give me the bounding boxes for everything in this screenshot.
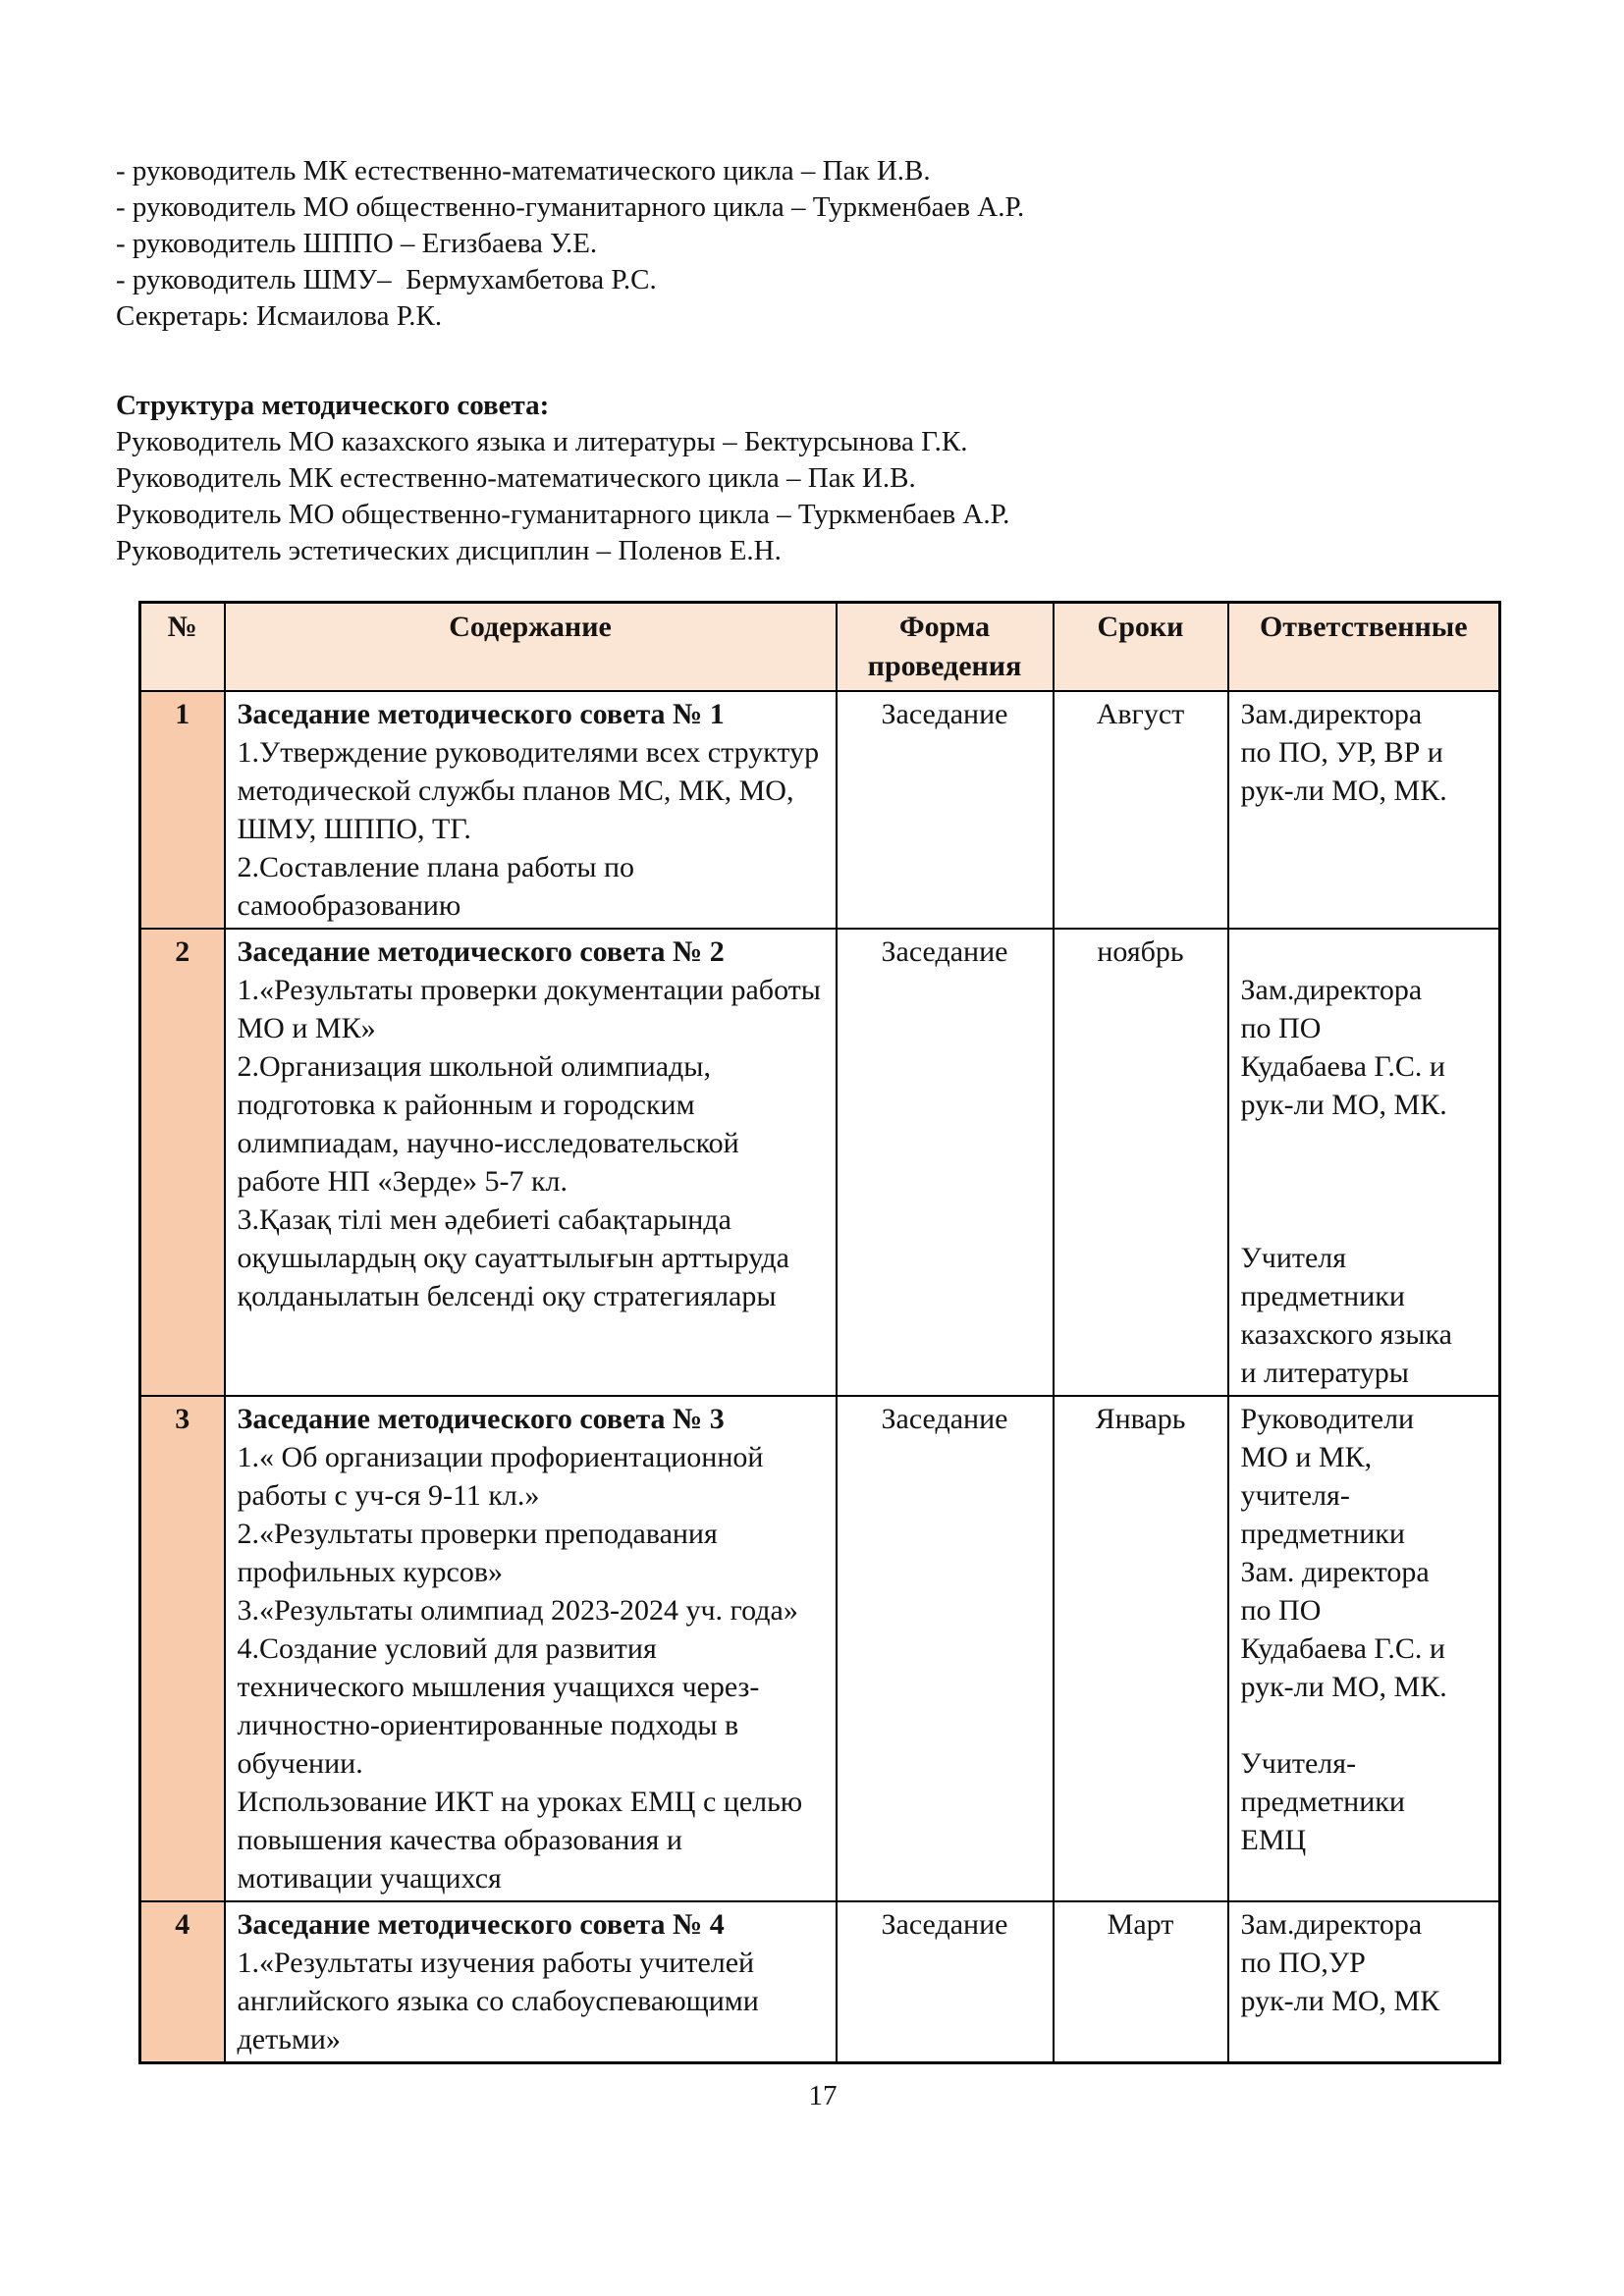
row-content — [225, 1901, 837, 2063]
row-responsible-line: рук-ли МО, МК — [1240, 1985, 1440, 2017]
header-number: № — [140, 603, 225, 692]
row-responsible-line: предметники — [1240, 1280, 1405, 1312]
row-term: Январь — [1054, 1396, 1228, 1901]
row-responsible — [1228, 929, 1500, 1396]
row-title: Заседание методического совета № 1 — [237, 698, 725, 730]
intro-line: Секретарь: Исмаилова Р.К. — [116, 300, 443, 332]
row-number: 1 — [140, 691, 225, 929]
structure-line: Руководитель МК естественно-математического цикла – Пак И.В. — [116, 462, 916, 494]
row-title: Заседание методического совета № 4 — [237, 1908, 725, 1941]
row-item: 1.« Об организации профориентационной работы с уч-ся 9-11 кл.» — [237, 1441, 764, 1512]
row-responsible-line: Зам. директора — [1240, 1556, 1430, 1588]
structure-block — [116, 388, 1530, 569]
intro-line: - руководитель МК естественно-математического цикла – Пак И.В. — [116, 155, 931, 187]
table-row — [140, 1901, 1500, 2063]
row-responsible-line: предметники — [1240, 1518, 1405, 1550]
table-header-row — [140, 603, 1500, 692]
table-row — [140, 691, 1500, 929]
structure-line: Руководитель МО общественно-гуманитарного цикла – Туркменбаев А.Р. — [116, 499, 1010, 530]
row-responsible-line: по ПО — [1240, 1594, 1322, 1627]
row-responsible-line: рук-ли МО, МК. — [1240, 1089, 1447, 1121]
row-responsible-line — [1241, 1162, 1488, 1201]
row-responsible-line: Зам.директора — [1240, 698, 1423, 730]
row-content — [225, 1396, 837, 1901]
row-item: 4.Создание условий для развития технического мышления учащихся через-личностно-ориентированные подходы в обучении. — [237, 1632, 760, 1780]
row-responsible — [1228, 1396, 1500, 1901]
row-responsible-line: по ПО — [1240, 1012, 1322, 1044]
row-responsible-line: рук-ли МО, МК. — [1240, 774, 1447, 807]
row-responsible-line: и литературы — [1240, 1357, 1409, 1389]
header-responsible: Ответственные — [1228, 603, 1500, 692]
row-title: Заседание методического совета № 2 — [237, 935, 725, 968]
row-item: 1.«Результаты проверки документации работы МО и МК» — [237, 974, 821, 1044]
row-responsible-line — [1241, 1706, 1488, 1744]
row-responsible-line: учителя- — [1240, 1479, 1350, 1512]
row-item: 2.Составление плана работы по самообразованию — [237, 851, 635, 922]
row-responsible-line: Кудабаева Г.С. и — [1240, 1050, 1445, 1083]
row-responsible-line: по ПО, УР, ВР и — [1240, 736, 1443, 769]
row-responsible-line: Кудабаева Г.С. и — [1240, 1632, 1445, 1665]
table-row — [140, 929, 1500, 1396]
row-item: 3.«Результаты олимпиад 2023-2024 уч. года» — [237, 1594, 798, 1627]
row-term: Август — [1054, 691, 1228, 929]
header-term: Сроки — [1054, 603, 1228, 692]
row-content — [225, 929, 837, 1396]
structure-heading: Структура методического совета: — [116, 390, 550, 421]
page-number: 17 — [808, 2080, 838, 2111]
table-row — [140, 1396, 1500, 1901]
row-item: 1.«Результаты изучения работы учителей английского языка со слабоуспевающими детьми» — [237, 1947, 759, 2056]
row-form: Заседание — [837, 929, 1054, 1396]
row-responsible-line: предметники — [1240, 1786, 1405, 1818]
row-responsible-line — [1241, 1201, 1488, 1239]
structure-line: Руководитель МО казахского языка и литературы – Бектурсынова Г.К. — [116, 426, 968, 457]
row-responsible-line: Учителя- — [1240, 1747, 1357, 1780]
header-content: Содержание — [225, 603, 837, 692]
row-item: 2.Организация школьной олимпиады, подготовка к районным и городским олимпиадам, научно-исследовательской работе НП «Зерде» 5-7 кл. — [237, 1050, 739, 1198]
row-responsible-line — [1241, 1124, 1488, 1162]
header-form: Форма проведения — [837, 603, 1054, 692]
row-form: Заседание — [837, 1396, 1054, 1901]
row-responsible — [1228, 1901, 1500, 2063]
plan-table — [138, 601, 1501, 2064]
table-rows — [140, 691, 1500, 2063]
intro-line: - руководитель ШМУ– Бермухамбетова Р.С. — [116, 264, 657, 295]
row-form: Заседание — [837, 1901, 1054, 2063]
row-responsible-line: ЕМЦ — [1240, 1824, 1307, 1856]
row-responsible-line: рук-ли МО, МК. — [1240, 1671, 1447, 1703]
row-number: 2 — [140, 929, 225, 1396]
row-item: Использование ИКТ на уроках ЕМЦ с целью повышения качества образования и мотивации учащихся — [237, 1786, 803, 1895]
row-content — [225, 691, 837, 929]
row-term: Март — [1054, 1901, 1228, 2063]
row-item: 2.«Результаты проверки преподавания профильных курсов» — [237, 1518, 718, 1588]
row-term: ноябрь — [1054, 929, 1228, 1396]
row-responsible-line: МО и МК, — [1240, 1441, 1373, 1473]
row-title: Заседание методического совета № 3 — [237, 1403, 725, 1435]
row-responsible-line: Зам.директора — [1240, 974, 1423, 1006]
row-responsible-line: по ПО,УР — [1240, 1947, 1366, 1979]
row-responsible-line: Зам.директора — [1240, 1908, 1423, 1941]
row-form: Заседание — [837, 691, 1054, 929]
row-item: 3.Қазақ тілі мен әдебиеті сабақтарында оқушылардың оқу сауаттылығын арттыруда қолданылатын белсенді оқу стратегиялары — [237, 1203, 789, 1312]
row-responsible-line — [1241, 933, 1488, 971]
row-number: 3 — [140, 1396, 225, 1901]
intro-block — [116, 153, 1530, 335]
row-responsible-line: казахского языка — [1240, 1318, 1452, 1351]
row-responsible-line: Руководители — [1240, 1403, 1415, 1435]
row-item: 1.Утверждение руководителями всех структур методической службы планов МС, МК, МО, ШМУ, ШППО, ТГ. — [237, 736, 820, 845]
intro-line: - руководитель МО общественно-гуманитарного цикла – Туркменбаев А.Р. — [116, 191, 1025, 223]
structure-line: Руководитель эстетических дисциплин – Поленов Е.Н. — [116, 535, 782, 566]
row-number: 4 — [140, 1901, 225, 2063]
row-responsible — [1228, 691, 1500, 929]
intro-line: - руководитель ШППО – Егизбаева У.Е. — [116, 228, 598, 259]
row-responsible-line: Учителя — [1240, 1242, 1347, 1274]
